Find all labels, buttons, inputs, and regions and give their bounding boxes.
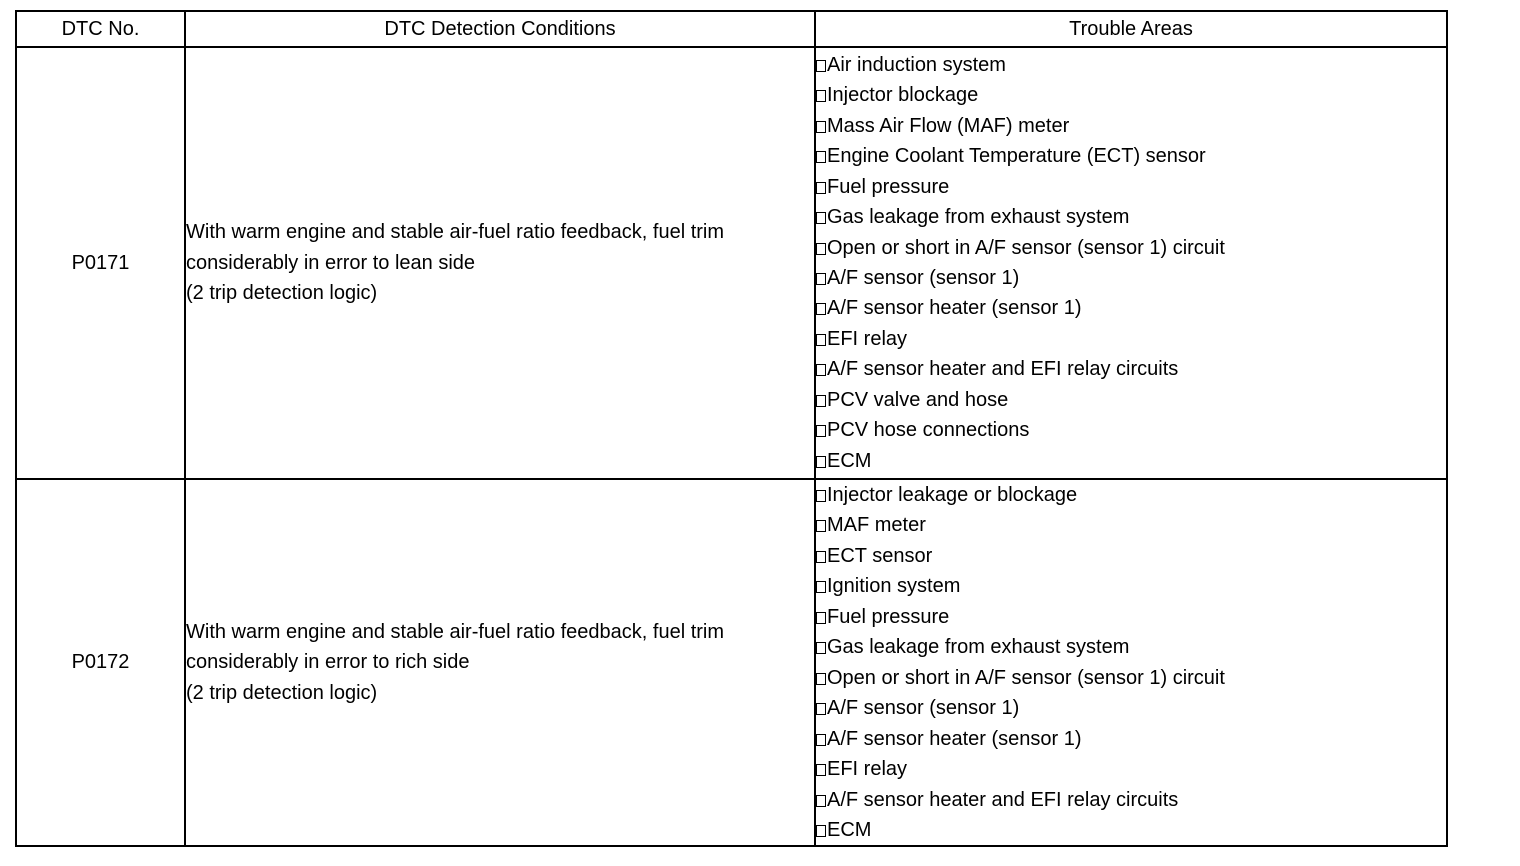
checkbox-square-icon [816,642,826,654]
checkbox-square-icon [816,551,826,563]
condition-line: considerably in error to rich side [186,651,470,674]
list-item: Engine Coolant Temperature (ECT) sensor [816,141,1446,171]
header-row [16,11,1447,47]
list-item: A/F sensor heater (sensor 1) [816,724,1446,754]
checkbox-square-icon [816,334,826,346]
condition-line: (2 trip detection logic) [186,681,378,704]
checkbox-square-icon [816,456,826,468]
trouble-areas [815,47,1447,479]
header-trouble-areas: Trouble Areas [815,11,1447,47]
list-item: Open or short in A/F sensor (sensor 1) circuit [816,663,1446,693]
list-item: Injector blockage [816,80,1446,110]
detection-condition [185,479,815,846]
checkbox-square-icon [816,273,826,285]
list-item: A/F sensor heater (sensor 1) [816,293,1446,323]
list-item: ECM [816,815,1446,845]
table-row [16,47,1447,479]
condition-line: With warm engine and stable air-fuel ratio feedback, fuel trim [186,221,725,244]
list-item: Air induction system [816,50,1446,80]
table-row [16,479,1447,846]
dtc-code: P0171 [16,47,185,479]
list-item: A/F sensor (sensor 1) [816,693,1446,723]
list-item: Fuel pressure [816,602,1446,632]
list-item: PCV valve and hose [816,385,1446,415]
checkbox-square-icon [816,243,826,255]
checkbox-square-icon [816,764,826,776]
checkbox-square-icon [816,60,826,72]
condition-line: (2 trip detection logic) [186,282,378,305]
checkbox-square-icon [816,425,826,437]
checkbox-square-icon [816,212,826,224]
checkbox-square-icon [816,182,826,194]
checkbox-square-icon [816,581,826,593]
list-item: Ignition system [816,571,1446,601]
dtc-table [15,10,1448,847]
list-item: Fuel pressure [816,172,1446,202]
condition-line: considerably in error to lean side [186,251,476,274]
checkbox-square-icon [816,364,826,376]
list-item: A/F sensor heater and EFI relay circuits [816,354,1446,384]
checkbox-square-icon [816,825,826,837]
checkbox-square-icon [816,703,826,715]
checkbox-square-icon [816,795,826,807]
checkbox-square-icon [816,121,826,133]
list-item: A/F sensor heater and EFI relay circuits [816,785,1446,815]
trouble-area-list [816,50,1446,476]
list-item: Gas leakage from exhaust system [816,202,1446,232]
list-item: A/F sensor (sensor 1) [816,263,1446,293]
list-item: Gas leakage from exhaust system [816,632,1446,662]
list-item: MAF meter [816,510,1446,540]
checkbox-square-icon [816,151,826,163]
checkbox-square-icon [816,734,826,746]
checkbox-square-icon [816,490,826,502]
detection-condition [185,47,815,479]
checkbox-square-icon [816,395,826,407]
list-item: Open or short in A/F sensor (sensor 1) circuit [816,233,1446,263]
list-item: Injector leakage or blockage [816,480,1446,510]
trouble-areas [815,479,1447,846]
checkbox-square-icon [816,90,826,102]
header-detection-conditions: DTC Detection Conditions [185,11,815,47]
list-item: PCV hose connections [816,415,1446,445]
list-item: EFI relay [816,324,1446,354]
checkbox-square-icon [816,673,826,685]
header-dtc-no: DTC No. [16,11,185,47]
trouble-area-list [816,480,1446,845]
checkbox-square-icon [816,303,826,315]
list-item: ECT sensor [816,541,1446,571]
list-item: EFI relay [816,754,1446,784]
checkbox-square-icon [816,520,826,532]
condition-line: With warm engine and stable air-fuel ratio feedback, fuel trim [186,620,725,643]
list-item: Mass Air Flow (MAF) meter [816,111,1446,141]
checkbox-square-icon [816,612,826,624]
dtc-code: P0172 [16,479,185,846]
list-item: ECM [816,446,1446,476]
